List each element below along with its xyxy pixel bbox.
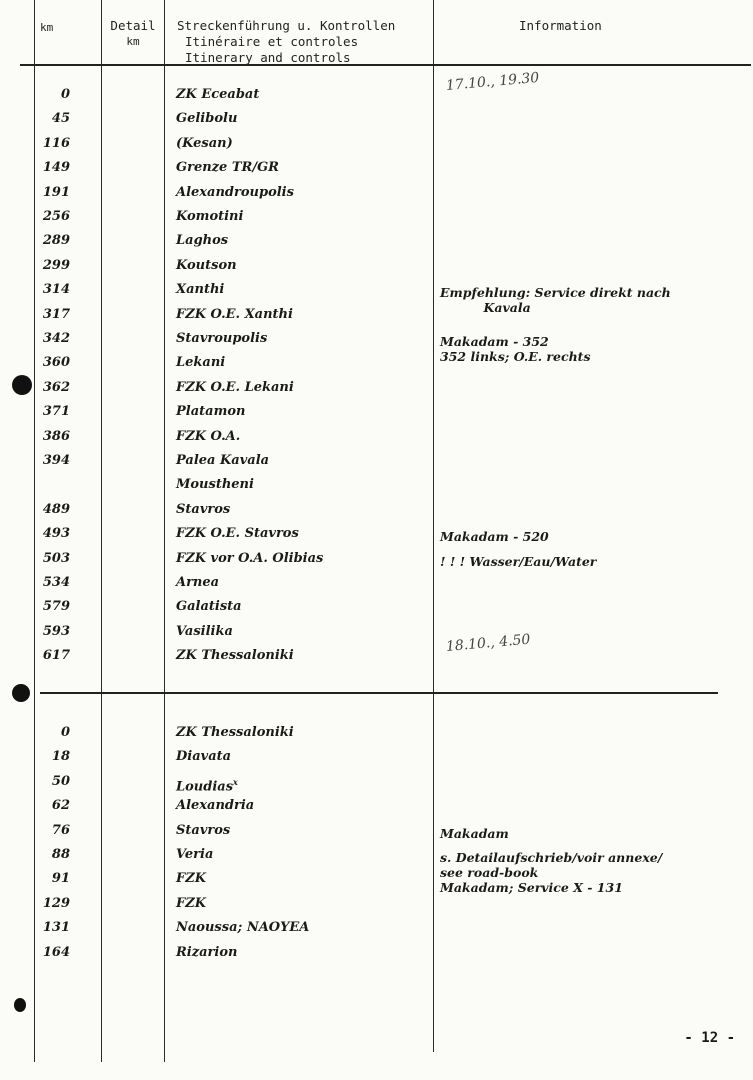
table-row — [0, 623, 753, 645]
km-value: 131 — [42, 920, 70, 936]
table-row — [0, 476, 753, 498]
km-value: 62 — [51, 798, 70, 814]
km-value: 256 — [42, 209, 70, 224]
route-point — [176, 797, 254, 815]
route-point — [176, 895, 206, 913]
information-line: see road-book — [440, 865, 539, 880]
route-point — [176, 428, 240, 446]
route-point-name: Arnea — [176, 575, 220, 590]
route-point — [176, 919, 309, 937]
route-point-name: FZK O.E. Lekani — [176, 379, 294, 395]
table-row — [0, 944, 753, 966]
table-row — [0, 135, 753, 157]
route-point-name: Naoussa; NAOYEA — [176, 920, 310, 936]
information-line: 352 links; O.E. rechts — [440, 349, 591, 364]
information-line: Makadam - 520 — [440, 529, 549, 545]
route-point — [176, 159, 279, 177]
route-point — [176, 550, 323, 568]
route-point-name: FZK — [176, 871, 207, 887]
km-value: 503 — [42, 550, 70, 566]
route-point-name: Stavros — [176, 822, 231, 838]
table-row — [0, 748, 753, 770]
route-point-name: Alexandroupolis — [176, 184, 294, 200]
header-route-fr: Itinéraire et controles — [185, 34, 359, 49]
km-value: 91 — [51, 871, 70, 887]
route-point-name: ZK Thessaloniki — [176, 725, 294, 740]
information-line: ! ! ! Wasser/Eau/Water — [440, 553, 597, 569]
km-value: 0 — [60, 725, 70, 740]
route-point-name: Stavros — [176, 501, 231, 517]
route-point-name: Diavata — [176, 749, 232, 765]
table-row — [0, 797, 753, 819]
handwritten-time: 18.10., 4.50 — [445, 631, 531, 656]
table-row — [0, 724, 753, 746]
km-value: 164 — [42, 944, 70, 960]
table-row — [0, 257, 753, 279]
route-point — [176, 184, 294, 202]
table-row — [0, 69, 753, 108]
header-route-de: Streckenführung u. Kontrollen — [177, 18, 396, 33]
table-row — [0, 550, 753, 572]
km-value: 394 — [42, 453, 70, 468]
route-point-name: Stavroupolis — [176, 331, 268, 346]
route-point-name: Veria — [176, 847, 214, 862]
table-row — [0, 895, 753, 917]
route-point-name: Moustheni — [176, 477, 254, 493]
km-value: 314 — [42, 282, 70, 298]
information-note — [440, 554, 750, 569]
punch-hole-bottom — [14, 998, 26, 1012]
table-row — [0, 452, 753, 474]
route-point-name: Lekani — [176, 355, 226, 371]
km-value: 534 — [42, 575, 70, 590]
route-point — [176, 403, 245, 421]
route-point-name: Koutson — [176, 257, 237, 273]
route-point-name: ZK Thessaloniki — [176, 648, 294, 664]
route-point — [176, 870, 206, 888]
route-point-name: FZK O.E. Xanthi — [176, 306, 293, 322]
route-point — [176, 257, 237, 275]
km-value: 45 — [51, 111, 70, 127]
header-detail-line1: Detail — [110, 18, 156, 33]
section-divider — [40, 692, 718, 694]
km-value: 116 — [42, 135, 70, 151]
route-point — [176, 86, 259, 104]
handwritten-time: 17.10., 19.30 — [445, 69, 540, 94]
table-row — [0, 574, 753, 596]
km-value: 191 — [42, 184, 70, 200]
route-point-name: Xanthi — [176, 282, 225, 298]
table-row — [0, 379, 753, 401]
header-information: Information — [519, 18, 602, 33]
punch-hole-middle — [12, 684, 30, 702]
information-line: s. Detailaufschrieb/voir annexe/ — [440, 850, 663, 865]
km-value: 129 — [42, 895, 70, 911]
km-value: 489 — [42, 501, 70, 517]
route-point — [176, 598, 242, 616]
table-row — [0, 428, 753, 450]
table-row — [0, 501, 753, 523]
information-note — [440, 529, 750, 544]
route-point-name: FZK — [176, 895, 207, 911]
table-row — [0, 354, 753, 376]
footnote-mark: x — [233, 776, 238, 787]
route-point-name: Palea Kavala — [176, 453, 270, 468]
km-value: 360 — [42, 355, 70, 371]
page-number: - 12 - — [684, 1030, 735, 1046]
information-line: Makadam - 352 — [440, 334, 549, 349]
route-point-name: Alexandria — [176, 798, 255, 814]
information-line: Makadam — [440, 825, 509, 841]
route-point-name: ZK Eceabat — [176, 87, 260, 102]
km-value: 0 — [60, 87, 70, 102]
route-point-name: FZK vor O.A. Olibias — [176, 550, 324, 566]
table-row — [0, 184, 753, 206]
km-value: 593 — [42, 623, 70, 639]
route-point-name: Rizarion — [176, 944, 238, 960]
route-point-name: Grenze TR/GR — [176, 160, 279, 176]
route-point — [176, 110, 237, 128]
route-point-name: FZK O.E. Stavros — [176, 526, 299, 542]
km-value: 299 — [42, 257, 70, 273]
route-point — [176, 208, 243, 226]
table-row — [0, 773, 753, 795]
km-value: 149 — [42, 160, 70, 176]
route-point-name: Loudias — [176, 779, 234, 795]
table-row — [0, 403, 753, 425]
km-value: 362 — [42, 379, 70, 395]
route-point — [176, 724, 294, 742]
table-row — [0, 306, 753, 328]
table-row — [0, 598, 753, 620]
route-point — [176, 232, 228, 250]
km-value: 88 — [51, 847, 70, 862]
route-point — [176, 501, 230, 519]
table-row — [0, 232, 753, 254]
route-point — [176, 306, 293, 324]
route-point-name: FZK O.A. — [176, 428, 241, 444]
route-point — [176, 574, 219, 592]
route-point-name: Komotini — [176, 209, 244, 224]
route-point — [176, 476, 254, 494]
information-line: Kavala — [440, 300, 531, 316]
information-line: Makadam; Service X - 131 — [440, 880, 623, 895]
route-point — [176, 379, 294, 397]
route-point — [176, 525, 299, 543]
km-value: 617 — [42, 648, 70, 664]
km-value: 579 — [42, 599, 70, 615]
table-row — [0, 525, 753, 547]
table-row — [0, 919, 753, 941]
table-row — [0, 159, 753, 181]
route-point — [176, 354, 225, 372]
route-point — [176, 944, 237, 962]
km-value: 317 — [42, 306, 70, 322]
route-point — [176, 623, 233, 641]
route-point-name: (Kesan) — [176, 135, 233, 151]
route-point — [176, 773, 238, 796]
route-point — [176, 452, 269, 470]
km-value: 50 — [51, 773, 70, 789]
route-point — [176, 281, 224, 299]
km-value: 18 — [51, 749, 70, 765]
km-value: 371 — [42, 404, 70, 420]
km-value: 386 — [42, 428, 70, 444]
route-point — [176, 846, 213, 864]
route-point-name: Vasilika — [176, 623, 233, 639]
route-point — [176, 647, 294, 665]
route-point — [176, 135, 233, 153]
route-point — [176, 330, 267, 348]
route-point-name: Laghos — [176, 233, 229, 249]
header-detail-line2: km — [126, 35, 140, 48]
km-value: 493 — [42, 526, 70, 542]
information-note — [440, 826, 750, 841]
table-row — [0, 208, 753, 230]
route-point-name: Platamon — [176, 404, 246, 420]
route-point — [176, 748, 231, 766]
km-value: 76 — [51, 822, 70, 838]
table-row — [0, 870, 753, 892]
header-route — [177, 18, 395, 66]
information-line: Empfehlung: Service direkt nach — [440, 285, 671, 301]
km-value: 342 — [42, 331, 70, 346]
km-value: 289 — [42, 233, 70, 249]
route-point-name: Gelibolu — [176, 111, 238, 127]
table-row — [0, 822, 753, 844]
table-row — [0, 110, 753, 132]
route-point-name: Galatista — [176, 599, 242, 615]
header-km: km — [40, 21, 54, 34]
header-route-en: Itinerary and controls — [185, 50, 351, 65]
header-detail — [106, 18, 160, 50]
route-point — [176, 822, 230, 840]
